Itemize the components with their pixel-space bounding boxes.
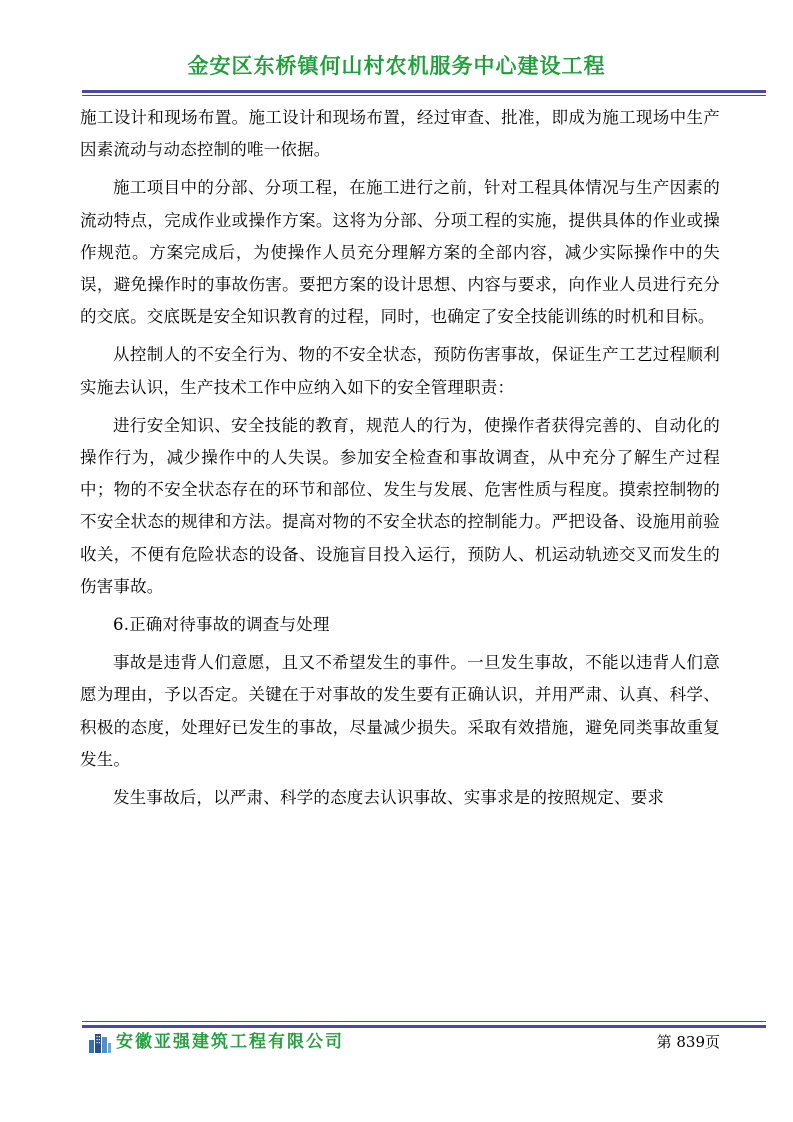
page-number: 第 839页	[656, 1033, 720, 1051]
building-logo-icon	[88, 1031, 112, 1053]
header-rule-thick	[82, 90, 766, 93]
body-paragraph: 从控制人的不安全行为、物的不安全状态，预防伤害事故，保证生产工艺过程顺利实施去认识，生产技术工作中应纳入如下的安全管理职责：	[80, 345, 720, 397]
footer-rule-thin	[82, 1021, 766, 1022]
body-paragraph: 施工设计和现场布置。施工设计和现场布置，经过审查、批准，即成为施工现场中生产因素流动与动态控制的唯一依据。	[80, 108, 720, 160]
section-heading: 6.正确对待事故的调查与处理	[113, 615, 330, 635]
document-footer	[82, 1031, 766, 1057]
company-name: 安徽亚强建筑工程有限公司	[116, 1032, 344, 1052]
document-header-title: 金安区东桥镇何山村农机服务中心建设工程	[187, 54, 606, 78]
document-body	[80, 102, 720, 814]
body-paragraph: 进行安全知识、安全技能的教育，规范人的行为，使操作者获得完善的、自动化的操作行为，减少操作中的人失误。参加安全检查和事故调查，从中充分了解生产过程中；物的不安全状态存在的环节和部位、发生与发展、危害性质与程度。摸索控制物的不安全状态的规律和方法。提高对物的不安全状态的控制能力。严把设备、设施用前验收关，不便有危险状态的设备、设施盲目投入运行，预防人、机运动轨迹交叉而发生的伤害事故。	[80, 415, 720, 596]
body-paragraph: 发生事故后，以严肃、科学的态度去认识事故、实事求是的按照规定、要求	[113, 788, 665, 808]
header-rule-thin	[82, 95, 766, 96]
body-paragraph: 事故是违背人们意愿，且又不希望发生的事件。一旦发生事故，不能以违背人们意愿为理由，予以否定。关键在于对事故的发生要有正确认识，并用严肃、认真、科学、积极的态度，处理好已发生的事故，尽量减少损失。采取有效措施，避免同类事故重复发生。	[80, 653, 720, 769]
body-paragraph: 施工项目中的分部、分项工程，在施工进行之前，针对工程具体情况与生产因素的流动特点，完成作业或操作方案。这将为分部、分项工程的实施，提供具体的作业或操作规范。方案完成后，为使操作人员充分理解方案的全部内容，减少实际操作中的失误，避免操作时的事故伤害。要把方案的设计思想、内容与要求，向作业人员进行充分的交底。交底既是安全知识教育的过程，同时，也确定了安全技能训练的时机和目标。	[80, 178, 720, 327]
footer-rule-thick	[82, 1025, 766, 1028]
